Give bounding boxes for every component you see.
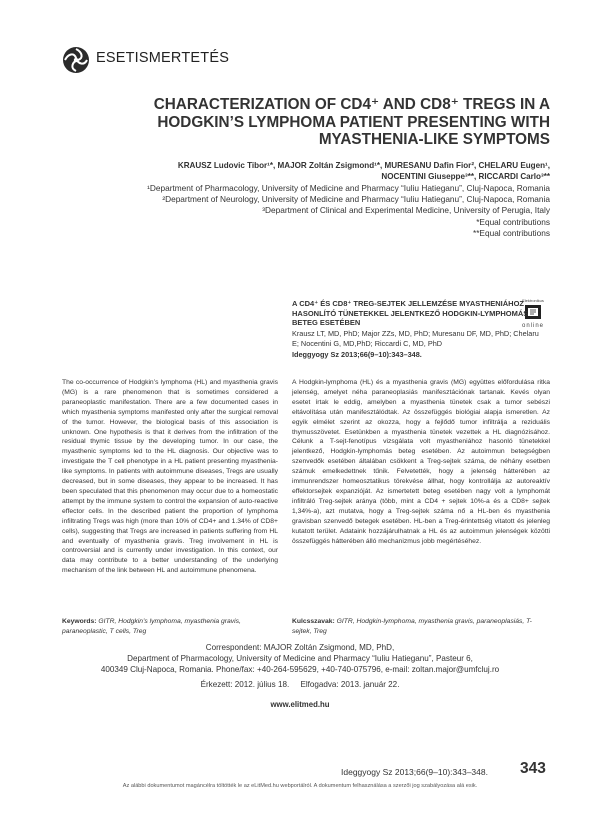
abstract-hungarian: A Hodgkin-lymphoma (HL) és a myasthenia gravis (MG) együttes előfordulása ritka jelenség, amelyet néha paraneoplasiás manifesztációnak tartanak. Kevés olyan esetet írtak le eddig, amelyben a myasthenia tünetek csak a tumor sebészi eltávolítása után manifesztálódtak. Az összefüggés biológiai alapja ismeretlen. Az egyik elmélet szerint az okozza, hogy a fejlődő tumor infiltrálja a reziduális thymusszövetet. Esetünkben a myasthenia tünetek vezettek a HL diagnózisához. Célunk a T-sejt-fenotípus vizsgálata volt myastheniához hasonló tünetekkel jelentkező, Hodgkin-lymphomás beteg esetében. Az autoimmun betegségben szenvedők esetében általában csökkent a Treg-sejtek száma, de néhány esetben számuk emelkedettnek tűnik. Felvetették, hogy a jelenség hátterében az immunrendszer homeosztatikus törekvése állhat, hogy kontrollálja az autoreaktív effektorsejtek expanzióját. Az ismertetett beteg esetében nagy volt a lymphomát infiltráló Treg-sejtek aránya (több, mint a CD4 + sejtek 10%-a és a CD8+ sejtek 1,34%-a), azt mutatva, hogy a Treg-sejtek száma nő a HL-ben és myasthenia gravisban szenvedő betegek esetében. HL-ben a Treg-érintettség vitatott és jelenleg kutatott terület. Adataink hozzájárulhatnak a HL és az autoimmun jelenségek közötti összefüggés hátterében álló mechanizmus jobb megértéséhez. bbox=[292, 379, 550, 545]
keywords-label: Kulcsszavak: bbox=[292, 618, 335, 625]
correspondence-line: 400349 Cluj-Napoca, Romania. Phone/fax: +40-264-595629, +40-740-075796, e-mail: zoltan.major@umfcluj.ro bbox=[100, 665, 500, 674]
received-accepted-dates: Érkezett: 2012. július 18. Elfogadva: 2013. január 22. bbox=[200, 680, 400, 689]
affiliation-note: *Equal contributions bbox=[476, 216, 550, 227]
hungarian-title-block bbox=[292, 299, 547, 359]
download-notice: Az alábbi dokumentumot magáncélra töltötték le az eLitMed.hu webportálról. A dokumentum felhasználása a szerzői jog szabályozása alá esik. bbox=[122, 783, 478, 789]
article-title bbox=[80, 96, 550, 149]
footer-journal-ref: Ideggyogy Sz 2013;66(9–10):343–348. bbox=[341, 767, 488, 777]
hungarian-journal-ref: Ideggyogy Sz 2013;66(9–10):343–348. bbox=[292, 349, 422, 359]
title-line: MYASTHENIA-LIKE SYMPTOMS bbox=[318, 131, 550, 148]
hungarian-authors: Krausz LT, MD, PhD; Major ZZs, MD, PhD; Muresanu DF, MD, PhD; Chelaru E; Nocentini G, MD,PhD; Riccardi C, MD, PhD bbox=[292, 329, 539, 348]
correspondence bbox=[50, 642, 550, 675]
affiliation-note: **Equal contributions bbox=[472, 227, 550, 238]
keywords-text: GITR, Hodgkin’s lymphoma, myasthenia gravis, paraneoplastic, T cells, Treg bbox=[62, 618, 241, 635]
online-badge-bottom: online bbox=[521, 323, 545, 329]
keywords-english bbox=[62, 617, 278, 636]
author-line: NOCENTINI Giuseppe³**, RICCARDI Carlo³** bbox=[381, 172, 550, 181]
section-label: ESETISMERTETÉS bbox=[96, 50, 230, 66]
page-number: 343 bbox=[520, 760, 546, 777]
correspondence-line: Department of Pharmacology, University of Medicine and Pharmacy “Iuliu Hatieganu”, Pasteur 6, bbox=[127, 654, 473, 663]
swirl-logo-icon bbox=[62, 46, 90, 74]
website-link[interactable]: www.elitmed.hu bbox=[270, 700, 330, 709]
keywords-label: Keywords: bbox=[62, 618, 97, 625]
affiliation: ¹Department of Pharmacology, University of Medicine and Pharmacy “Iuliu Hatieganu”, Cluj-Napoca, Romania bbox=[147, 183, 550, 193]
correspondence-line: Correspondent: MAJOR Zoltán Zsigmond, MD, PhD, bbox=[205, 643, 395, 652]
affiliation: ³Department of Clinical and Experimental Medicine, University of Perugia, Italy bbox=[262, 205, 550, 216]
title-line: HODGKIN’S LYMPHOMA PATIENT PRESENTING WITH bbox=[157, 113, 550, 131]
keywords-text: GITR, Hodgkin-lymphoma, myasthenia gravis, paraneoplasiás, T-sejtek, Treg bbox=[292, 618, 532, 635]
author-line: KRAUSZ Ludovic Tibor¹*, MAJOR Zoltán Zsigmond¹*, MURESANU Dafin Fior², CHELARU Eugen¹, bbox=[177, 161, 550, 170]
abstract-english: The co-occurrence of Hodgkin’s lymphoma (HL) and myasthenia gravis (MG) is a rare phenomenon that is sometimes considered a paraneoplastic manifestation. There are a few documented cases in which myasthenia symptoms manifested only after the surgical removal of the tumor. However, the biological basis of this association is unknown. One hypothesis is that it derives from the infiltration of the residual thymic tissue by the developing tumor. In our case, the myasthenic symptoms led to the HL diagnosis. Our objective was to investigate the T cell phenotype in a HL patient presenting myasthenia-like symptoms. In patients with autoimmune diseases, Tregs are usually decreased, but in some diseases, they appear to be increased. It has been speculated that this phenomenon may occur due to a homeostatic attempt by the immune system to control the expansion of auto-reactive effector cells. In the described patient the proportion of lymphoma infiltrating Tregs was high (more than 10% of CD4+ and 1.34% of CD8+ cells), suggesting that Tregs are increased in patients suffering from HL and eventually of myasthenia gravis. Treg involvement in HL is controversial and is currently under investigation. In this context, our data may contribute to a better understanding of the underlying mechanism of the link between HL and autoimmune phenomena. bbox=[62, 379, 278, 575]
affiliation: ²Department of Neurology, University of Medicine and Pharmacy “Iuliu Hatieganu”, Cluj-Napoca, Romania bbox=[162, 194, 550, 205]
affiliations bbox=[70, 183, 550, 239]
keywords-hungarian bbox=[292, 617, 550, 636]
author-list bbox=[70, 160, 550, 182]
hungarian-title: A CD4⁺ ÉS CD8⁺ TREG-SEJTEK JELLEMZÉSE MYASTHENIÁHOZ HASONLÍTÓ TÜNETEKKEL JELENTKEZŐ HODGKIN-LYMPHOMÁS BETEG ESETÉBEN bbox=[292, 299, 529, 328]
online-badge-top: Elektronikus bbox=[522, 298, 544, 303]
title-line: CHARACTERIZATION OF CD4⁺ AND CD8⁺ TREGS IN A bbox=[153, 96, 550, 113]
